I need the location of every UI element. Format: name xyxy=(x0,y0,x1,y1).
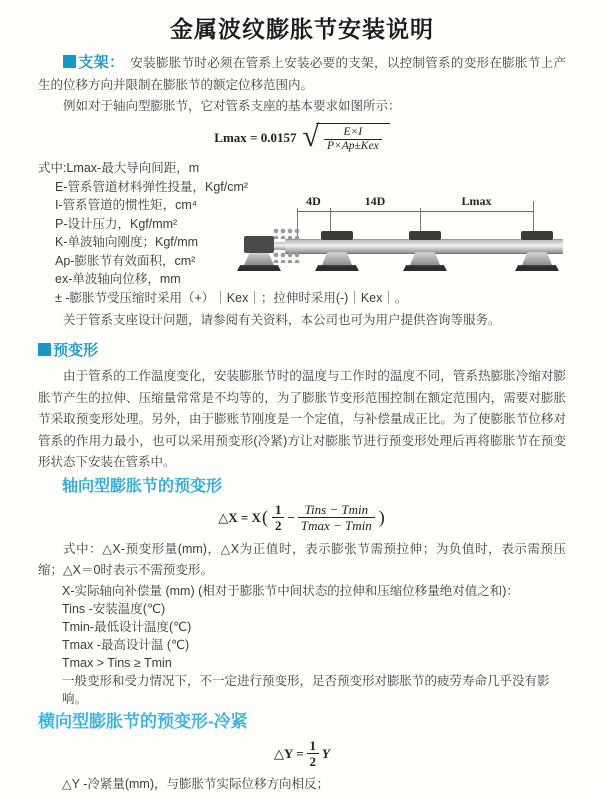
lmax-fraction xyxy=(324,126,382,155)
support-intro-paragraph xyxy=(38,52,566,96)
axial-term-line: Tmin-最低设计温度(℃) xyxy=(62,619,192,634)
support-saddle xyxy=(244,253,274,265)
axial-predeform-formula xyxy=(38,502,566,534)
support-saddle xyxy=(322,252,352,265)
predeform-section-heading xyxy=(38,340,566,362)
radical-expression xyxy=(302,119,389,155)
support-cap xyxy=(521,231,553,240)
definition-line: 式中:Lmax-最大导向间距，m xyxy=(38,161,200,176)
support-base xyxy=(315,265,359,271)
lateral-formula-rhs: Y xyxy=(322,745,330,761)
one-half-fraction xyxy=(272,502,285,534)
support-example-line: 例如对于轴向型膨胀节，它对管系支座的基本要求如图所示： xyxy=(63,99,401,113)
lateral-formula-lhs: △Y = xyxy=(273,745,304,761)
support-saddle xyxy=(522,252,552,265)
guide-support xyxy=(403,195,447,290)
definition-line: I-管系管道的惯性矩，cm⁴ xyxy=(55,198,198,213)
fraction-numerator: 1 xyxy=(274,501,282,517)
axial-term-line: Tins -安装温度(℃) xyxy=(62,601,166,616)
axial-formula-lhs: △X = X xyxy=(218,509,261,525)
close-paren: ) xyxy=(378,507,385,528)
support-section-heading: 支架： xyxy=(78,54,125,71)
guide-support xyxy=(315,195,359,290)
lmax-formula-prefix: Lmax = 0.0157 xyxy=(214,130,297,146)
lateral-subsection-heading: 横向型膨胀节的预变形-冷紧 xyxy=(38,711,248,731)
lmax-fraction-denominator: P×Ap±Kex xyxy=(324,139,382,154)
one-half-fraction xyxy=(307,738,320,770)
axial-term-line: X-实际轴向补偿量 (mm) (相对于膨胀节中间状态的拉伸和压缩位移量绝对值之和)： xyxy=(62,583,519,598)
predeform-heading-text: 预变形 xyxy=(53,342,99,360)
definition-line: ex-单波轴向位移，mm xyxy=(55,272,181,287)
fraction-denominator: Tmax − Tmin xyxy=(298,517,375,534)
definition-line: ± -膨胀节受压缩时采用（+）｜Kex｜；拉伸时采用(-)｜Kex｜。 xyxy=(55,290,408,305)
temperature-fraction xyxy=(298,502,375,534)
dimension-label-lmax: Lmax xyxy=(420,195,533,208)
axial-term-line: Tmax -最高设计温 (℃) xyxy=(62,637,190,652)
definition-line: Ap-膨胀节有效面积，cm² xyxy=(55,253,196,268)
pipe-support-diagram xyxy=(245,195,600,290)
fraction-denominator: 2 xyxy=(272,517,285,534)
lateral-predeform-formula xyxy=(38,738,566,770)
guide-support xyxy=(515,195,559,290)
fraction-denominator: 2 xyxy=(307,753,320,770)
support-saddle xyxy=(410,252,440,265)
page-title: 金属波纹膨胀节安装说明 xyxy=(170,16,434,42)
lmax-fraction-numerator: E×I xyxy=(343,125,363,138)
definition-line: P-设计压力，Kgf/mm² xyxy=(55,216,178,231)
support-closing-note: 关于管系支座设计问题，请参阅有关资料，本公司也可为用户提供咨询等服务。 xyxy=(63,313,501,328)
axial-term-line: Tmax > Tins ≥ Tmin xyxy=(62,655,172,670)
lmax-formula xyxy=(38,119,566,155)
axial-note-line: 一般变形和受力情况下，不一定进行预变形，足否预变形对膨胀节的疲劳寿命几乎没有影响。 xyxy=(62,673,550,706)
support-intro-text: 安装膨胀节时必须在管系上安装必要的支架，以控制管系的变形在膨胀节上产生的位移方向并限制在膨胀节的额定位移范围内。 xyxy=(38,56,566,92)
definitions-and-diagram xyxy=(38,159,566,330)
support-cap xyxy=(409,231,441,240)
support-base xyxy=(403,265,447,271)
lateral-note-line: △Y -冷紧量(mm)，与膨胀节实际位移方向相反； xyxy=(62,776,330,791)
definition-line: E-管系管道材料弹性投量，Kgf/cm² xyxy=(55,179,249,194)
anchor-support xyxy=(239,195,279,290)
fraction-numerator: 1 xyxy=(309,737,317,753)
dimension-label-14d: 14D xyxy=(330,195,420,208)
axial-subsection-heading: 轴向型膨胀节的预变形 xyxy=(62,477,223,495)
minus-operator: − xyxy=(287,509,295,525)
radicand xyxy=(316,123,390,155)
section-bullet-icon xyxy=(38,343,51,356)
predeform-body-paragraph: 由于管系的工作温度变化，安装膨胀节时的温度与工作时的温度不同，管系热膨胀冷缩对膨胀节产生的拉伸、压缩量常常是不均等的，为了膨胀节变形范围控制在额定范围内，需要对膨胀节采取预变形处理。另外，由于膨账节刚度是一个定值，与补偿量成正比。为了使膨胀节位移对管系的作用力最小，也可以采用预变形(冷紧)方让对膨胀节进行预变形处理后再将膨胀节在预变形状态下安装在管系中。 xyxy=(38,369,566,470)
support-base xyxy=(237,265,281,271)
fraction-numerator: Tins − Tmin xyxy=(304,501,369,517)
anchor-clamp xyxy=(244,236,274,253)
definition-line: K-单波轴向刚度；Kgf/mm xyxy=(55,235,199,250)
support-base xyxy=(515,265,559,271)
radical-sign-icon: √ xyxy=(302,119,319,153)
section-bullet-icon xyxy=(63,55,76,68)
dimension-label-4d: 4D xyxy=(297,195,330,208)
axial-explain-paragraph: 式中：△X-预变形量(mm)，△X为正值时，表示膨张节需预拉伸；为负值时，表示需预压缩；△X＝0时表示不需预变形。 xyxy=(38,541,566,578)
support-cap xyxy=(321,231,353,240)
open-paren: ( xyxy=(261,507,268,528)
